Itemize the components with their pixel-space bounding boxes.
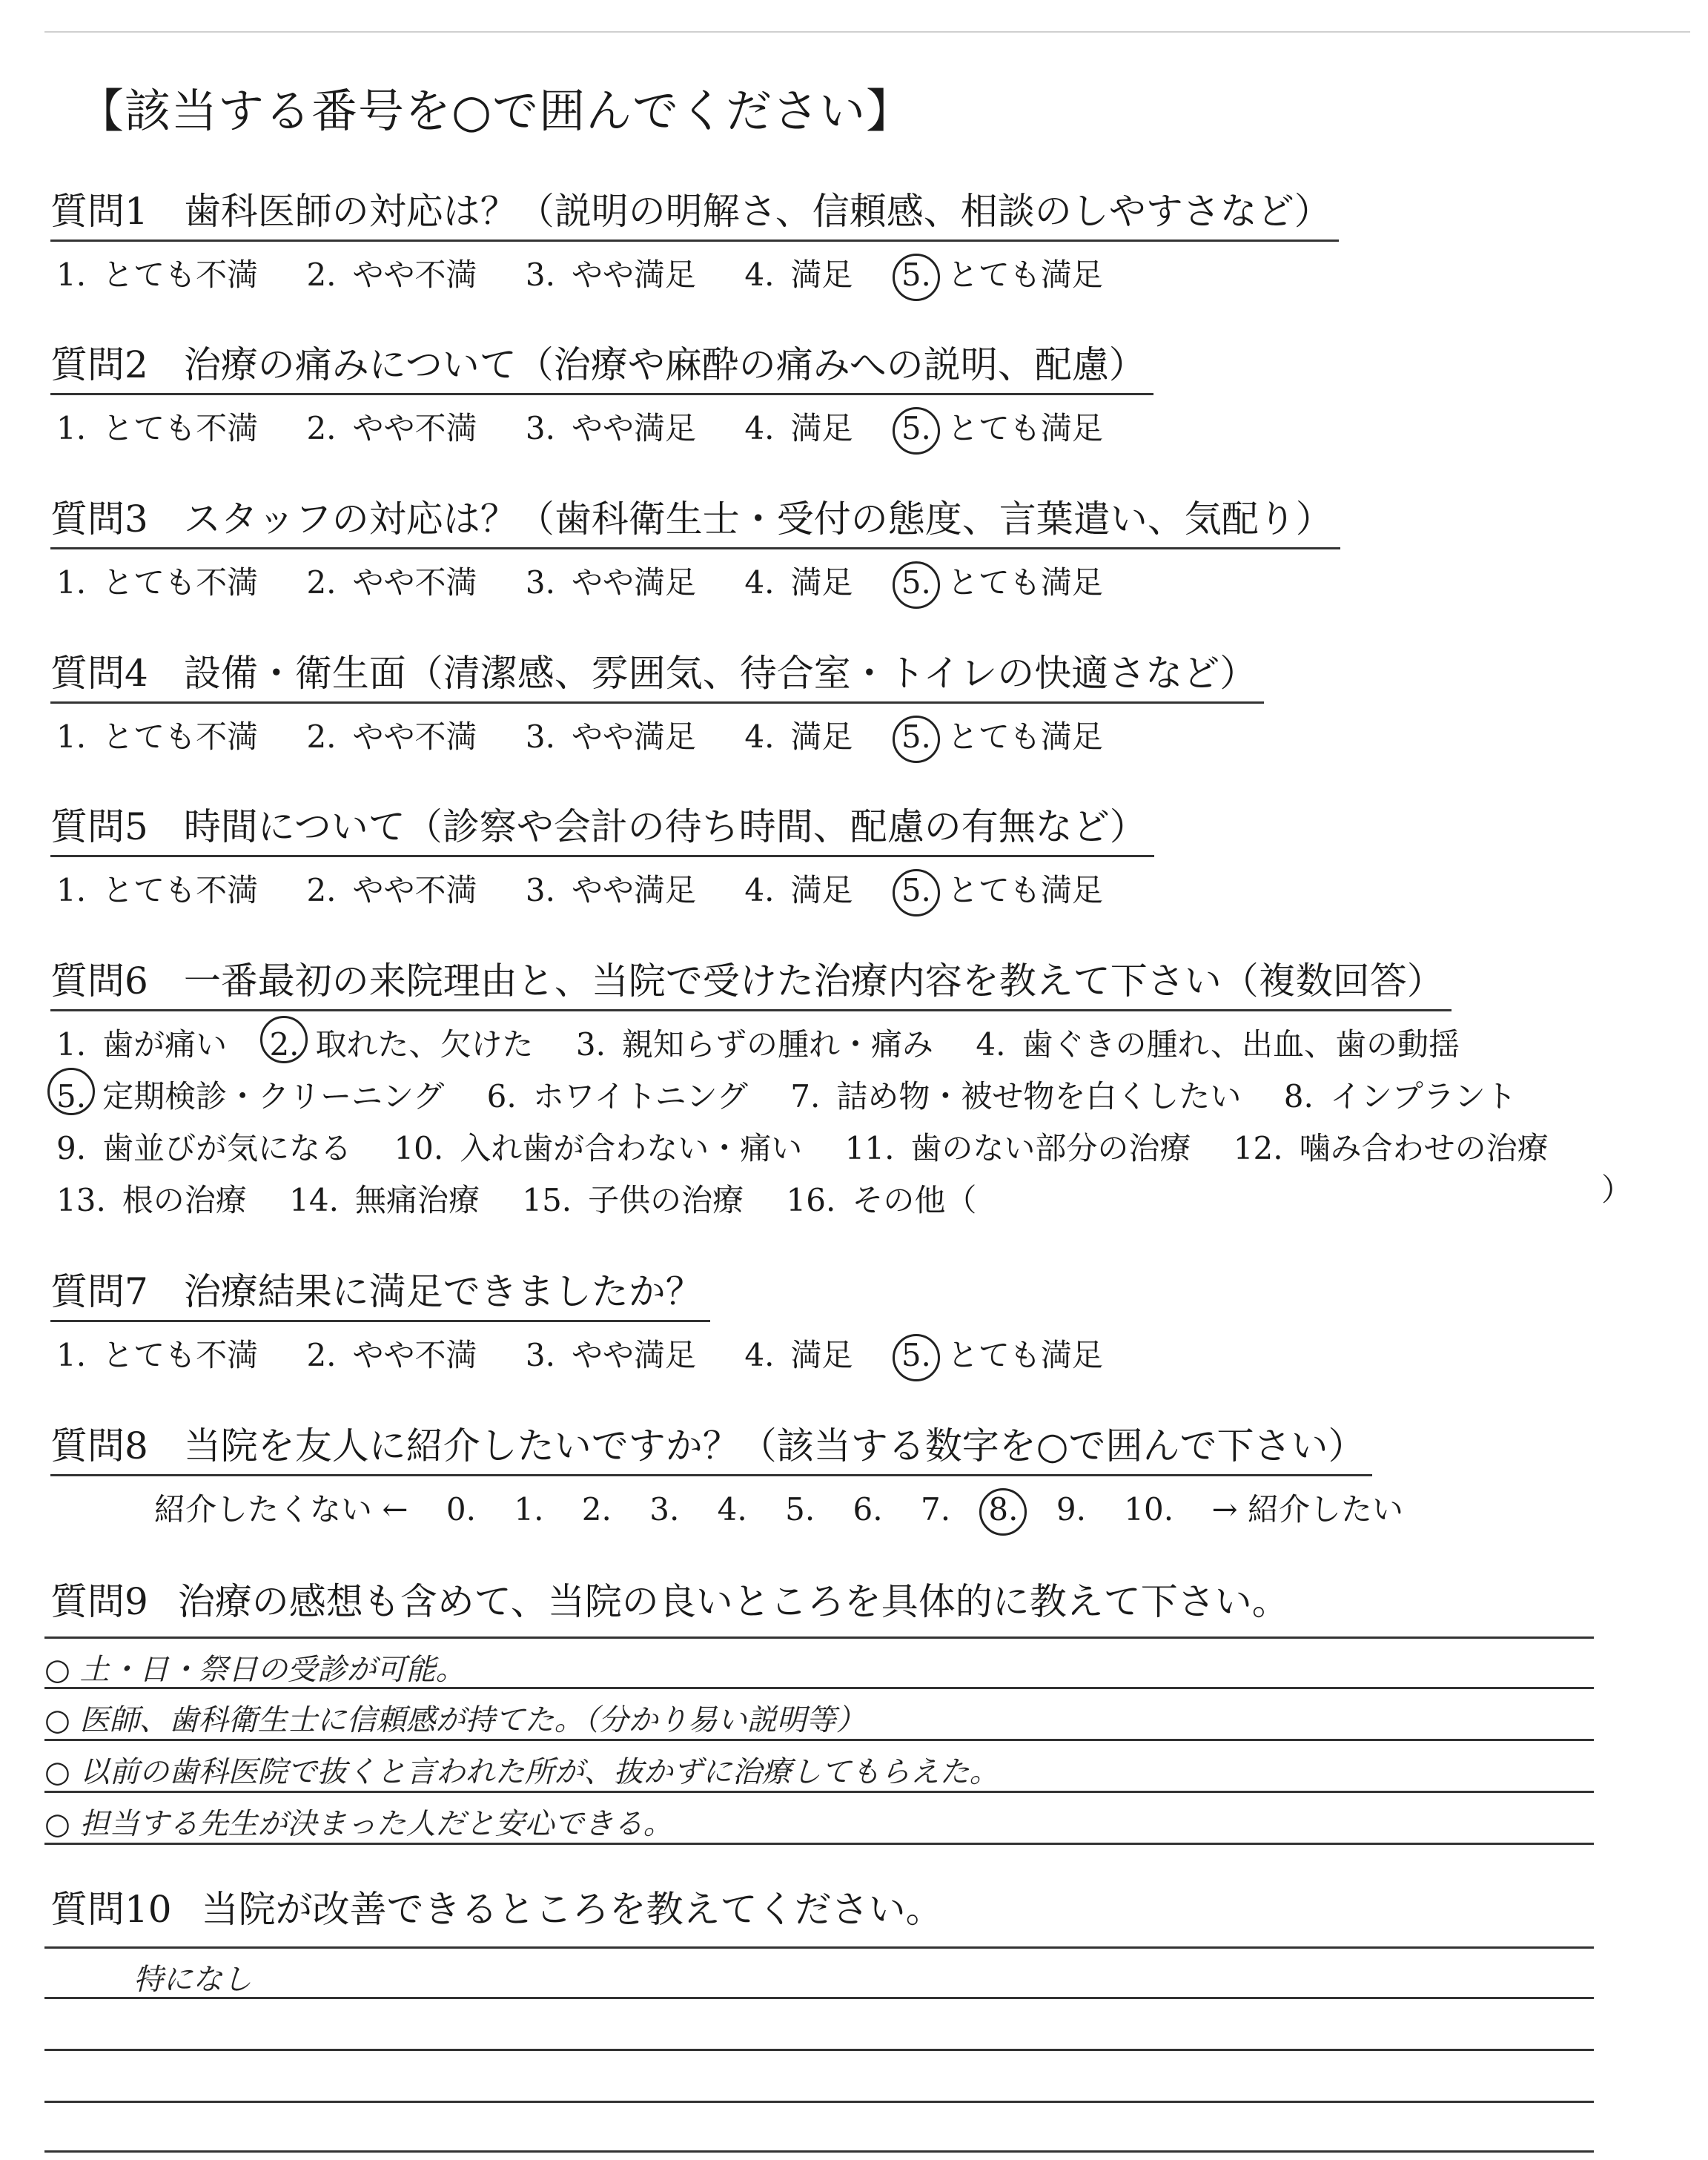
recommend-scale	[50, 1485, 1681, 1530]
question-3-options	[50, 558, 1681, 603]
option-4[interactable]: 4. 満足	[744, 410, 853, 446]
option-1[interactable]: 1. とても不満	[56, 410, 259, 446]
option-4[interactable]: 4. 満足	[744, 257, 853, 293]
answer-line	[44, 2101, 1594, 2103]
question-3	[50, 489, 1681, 603]
q6-other-close-paren: ）	[1601, 1172, 1633, 1208]
option-3[interactable]: 3. やや満足	[525, 872, 696, 908]
question-7-heading: 質問7 治療結果に満足できましたか？	[50, 1262, 710, 1322]
option-3[interactable]: 3. やや満足	[525, 1337, 696, 1373]
option-2[interactable]: 2. やや不満	[306, 719, 477, 755]
scale-4[interactable]: 4.	[717, 1491, 747, 1527]
option-2[interactable]: 2. やや不満	[306, 564, 477, 601]
option-1[interactable]: 1. とても不満	[56, 564, 259, 601]
question-7	[50, 1262, 1681, 1375]
option-4[interactable]: 4. 満足	[744, 719, 853, 755]
scale-2[interactable]: 2.	[581, 1491, 612, 1527]
answer-line	[44, 2049, 1594, 2051]
q10-answer[interactable]: 特になし	[133, 1963, 252, 1997]
option-2[interactable]: 2. やや不満	[306, 1337, 477, 1373]
question-8-heading: 質問8 当院を友人に紹介したいですか？（該当する数字を○で囲んで下さい）	[50, 1416, 1372, 1476]
question-10-heading: 質問10 当院が改善できるところを教えてください。	[50, 1888, 943, 1931]
option-1[interactable]: 1. とても不満	[56, 872, 259, 908]
question-1-options	[50, 251, 1681, 295]
answer-line	[44, 1739, 1594, 1741]
option-4[interactable]: 4. 満足	[744, 1337, 853, 1373]
question-10	[50, 1880, 1681, 1933]
question-9	[50, 1572, 1681, 1625]
question-5-heading: 質問5 時間について（診察や会計の待ち時間、配慮の有無など）	[50, 797, 1154, 857]
q6-option-5-circled[interactable]: 5. 定期検診・クリーニング	[56, 1071, 444, 1123]
option-3[interactable]: 3. やや満足	[525, 257, 696, 293]
option-3[interactable]: 3. やや満足	[525, 564, 696, 601]
option-3[interactable]: 3. やや満足	[525, 719, 696, 755]
option-2[interactable]: 2. やや不満	[306, 410, 477, 446]
scale-0[interactable]: 0.	[446, 1491, 476, 1527]
scale-left-label: 紹介したくない ←	[154, 1491, 408, 1527]
q6-option-9[interactable]: 9. 歯並びが気になる	[56, 1130, 352, 1166]
q6-option-14[interactable]: 14. 無痛治療	[289, 1182, 480, 1218]
option-5-circled[interactable]: 5. とても満足	[901, 564, 1103, 601]
scale-8-circled[interactable]: 8.	[988, 1491, 1019, 1527]
q9-answer-4[interactable]: ○ 担当する先生が決まった人だと安心できる。	[44, 1807, 673, 1841]
question-5	[50, 797, 1681, 911]
scale-1[interactable]: 1.	[514, 1491, 544, 1527]
option-4[interactable]: 4. 満足	[744, 564, 853, 601]
scale-right-label: → 紹介したい	[1211, 1491, 1403, 1527]
q6-option-16[interactable]: 16. その他（	[786, 1182, 977, 1218]
question-7-options	[50, 1331, 1681, 1375]
option-3[interactable]: 3. やや満足	[525, 410, 696, 446]
scale-5[interactable]: 5.	[785, 1491, 815, 1527]
answer-line	[44, 2150, 1594, 2153]
option-5-circled[interactable]: 5. とても満足	[901, 872, 1103, 908]
answer-line	[44, 1843, 1594, 1845]
question-5-options	[50, 866, 1681, 911]
scale-10[interactable]: 10.	[1124, 1491, 1174, 1527]
option-2[interactable]: 2. やや不満	[306, 257, 477, 293]
question-9-heading: 質問9 治療の感想も含めて、当院の良いところを具体的に教えて下さい。	[50, 1580, 1289, 1623]
question-2-heading: 質問2 治療の痛みについて（治療や麻酔の痛みへの説明、配慮）	[50, 335, 1153, 395]
q6-option-10[interactable]: 10. 入れ歯が合わない・痛い	[394, 1130, 803, 1166]
scale-7[interactable]: 7.	[920, 1491, 951, 1527]
q6-option-12[interactable]: 12. 噛み合わせの治療	[1233, 1130, 1549, 1166]
page-title: 【該当する番号を○で囲んでください】	[78, 84, 913, 138]
question-1	[50, 182, 1681, 295]
answer-line	[44, 1791, 1594, 1793]
option-1[interactable]: 1. とても不満	[56, 257, 259, 293]
scale-6[interactable]: 6.	[853, 1491, 883, 1527]
option-1[interactable]: 1. とても不満	[56, 719, 259, 755]
question-4-options	[50, 713, 1681, 757]
scale-3[interactable]: 3.	[649, 1491, 680, 1527]
option-5-circled[interactable]: 5. とても満足	[901, 410, 1103, 446]
q9-answer-1[interactable]: ○ 土・日・祭日の受診が可能。	[44, 1653, 466, 1687]
question-6-heading: 質問6 一番最初の来院理由と、当院で受けた治療内容を教えて下さい（複数回答）	[50, 951, 1452, 1011]
option-5-circled[interactable]: 5. とても満足	[901, 1337, 1103, 1373]
answer-line	[44, 1946, 1594, 1949]
q6-option-8[interactable]: 8. インプラント	[1283, 1078, 1517, 1114]
q9-answer-3[interactable]: ○ 以前の歯科医院で抜くと言われた所が、抜かずに治療してもらえた。	[44, 1755, 999, 1789]
q6-option-4[interactable]: 4. 歯ぐきの腫れ、出血、歯の動揺	[976, 1026, 1460, 1063]
scale-9[interactable]: 9.	[1056, 1491, 1086, 1527]
option-5-circled[interactable]: 5. とても満足	[901, 719, 1103, 755]
q9-answer-2[interactable]: ○ 医師、歯科衛生士に信頼感が持てた。（分かり易い説明等）	[44, 1703, 866, 1737]
q6-option-13[interactable]: 13. 根の治療	[56, 1182, 247, 1218]
q6-option-7[interactable]: 7. 詰め物・被せ物を白くしたい	[790, 1078, 1242, 1114]
question-8	[50, 1416, 1681, 1530]
question-1-heading: 質問1 歯科医師の対応は？（説明の明解さ、信頼感、相談のしやすさなど）	[50, 182, 1339, 242]
question-2-options	[50, 404, 1681, 449]
q6-option-1[interactable]: 1. 歯が痛い	[56, 1026, 228, 1063]
option-2[interactable]: 2. やや不満	[306, 872, 477, 908]
option-1[interactable]: 1. とても不満	[56, 1337, 259, 1373]
question-4	[50, 644, 1681, 757]
q6-option-6[interactable]: 6. ホワイトニング	[486, 1078, 748, 1114]
option-5-circled[interactable]: 5. とても満足	[901, 257, 1103, 293]
answer-line	[44, 1636, 1594, 1639]
answer-line	[44, 1997, 1594, 1999]
q6-option-2-circled[interactable]: 2. 取れた、欠けた	[269, 1019, 533, 1071]
question-6-options	[50, 1019, 1681, 1226]
q6-option-15[interactable]: 15. 子供の治療	[522, 1182, 744, 1218]
q6-option-11[interactable]: 11. 歯のない部分の治療	[844, 1130, 1191, 1166]
answer-line	[44, 1687, 1594, 1689]
option-4[interactable]: 4. 満足	[744, 872, 853, 908]
question-2	[50, 335, 1681, 449]
question-6	[50, 951, 1681, 1226]
question-3-heading: 質問3 スタッフの対応は？（歯科衛生士・受付の態度、言葉遣い、気配り）	[50, 489, 1340, 549]
top-rule	[44, 31, 1690, 33]
question-4-heading: 質問4 設備・衛生面（清潔感、雰囲気、待合室・トイレの快適さなど）	[50, 644, 1264, 704]
q6-option-3[interactable]: 3. 親知らずの腫れ・痛み	[575, 1026, 933, 1063]
